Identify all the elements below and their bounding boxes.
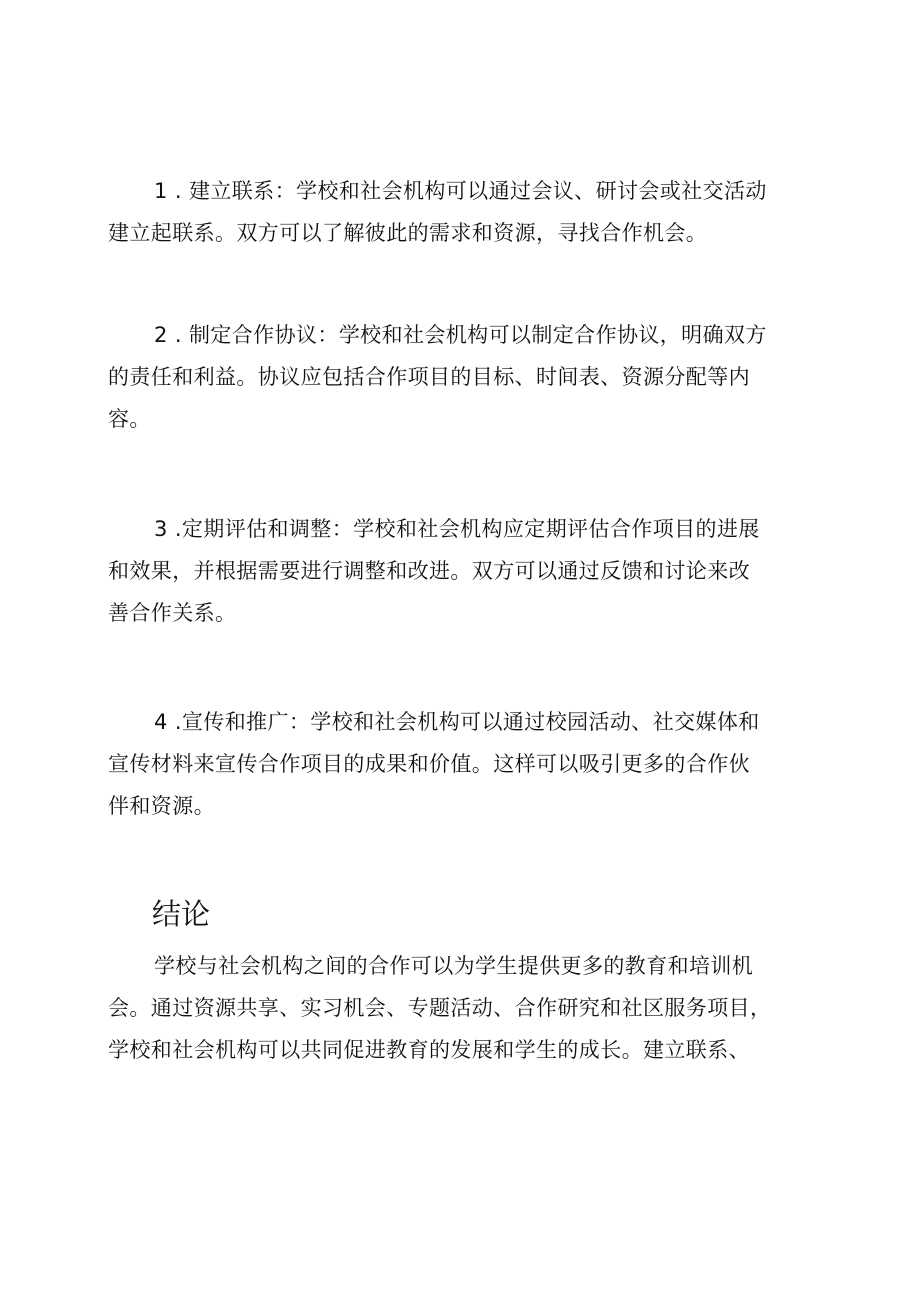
paragraph-line: 学校与社会机构之间的合作可以为学生提供更多的教育和培训机 — [154, 954, 754, 978]
list-item-promotion — [108, 701, 808, 827]
paragraph-line: 2 . 制定合作协议：学校和社会机构可以制定合作协议，明确双方 — [154, 323, 767, 347]
list-item-cooperation-agreement — [108, 314, 808, 440]
paragraph-line: 伴和资源。 — [108, 794, 215, 818]
list-item-evaluation-adjustment — [108, 508, 808, 634]
section-heading-conclusion: 结论 — [152, 897, 211, 931]
conclusion-paragraph — [108, 945, 808, 1071]
list-item-establish-contact — [108, 170, 808, 254]
paragraph-line: 宣传材料来宣传合作项目的成果和价值。这样可以吸引更多的合作伙 — [108, 752, 750, 776]
paragraph-line: 1 . 建立联系：学校和社会机构可以通过会议、研讨会或社交活动 — [154, 179, 767, 203]
paragraph-line: 学校和社会机构可以共同促进教育的发展和学生的成长。建立联系、 — [108, 1038, 750, 1062]
paragraph-line: 3 .定期评估和调整：学校和社会机构应定期评估合作项目的进展 — [154, 517, 760, 541]
paragraph-line: 和效果，并根据需要进行调整和改进。双方可以通过反馈和讨论来改 — [108, 559, 750, 583]
paragraph-line: 善合作关系。 — [108, 601, 237, 625]
paragraph-line: 建立起联系。双方可以了解彼此的需求和资源，寻找合作机会。 — [108, 221, 708, 245]
paragraph-line: 的责任和利益。协议应包括合作项目的目标、时间表、资源分配等内 — [108, 365, 750, 389]
paragraph-line: 容。 — [108, 407, 151, 431]
paragraph-line: 会。通过资源共享、实习机会、专题活动、合作研究和社区服务项目， — [108, 996, 772, 1020]
paragraph-line: 4 .宣传和推广：学校和社会机构可以通过校园活动、社交媒体和 — [154, 710, 760, 734]
